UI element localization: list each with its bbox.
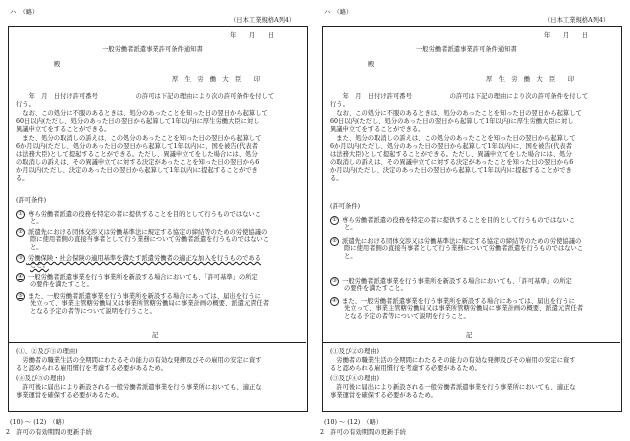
condition-number: ⑤	[16, 292, 25, 301]
condition-line: と。	[30, 244, 43, 251]
ki-label: 記	[466, 332, 473, 339]
body-line: 60日以内(ただし、処分のあった日の翌日から起算して1年以内)に厚生労働大臣に対し	[16, 118, 260, 125]
reason-line: ると認められる雇用慣行を考慮する必要があるため。	[16, 365, 167, 372]
body-line: 異議申立てをすることができる。	[16, 126, 111, 133]
document-right-page	[316, 0, 628, 441]
condition-line: 先立って、事業主管轄労働局又は事業所管轄労働局に事業計画の概要、派遣元責任者	[344, 305, 584, 312]
condition-line: の要件を満たすこと。	[30, 281, 93, 288]
reason-line: ると認められる雇用慣行を考慮する必要があるため。	[330, 365, 481, 372]
condition-line: 先立って、事業主管轄労働局又は事業所管轄労働局に事業計画の概要、派遣元責任者	[30, 300, 270, 307]
divider	[322, 342, 620, 343]
form-date: 年 月 日	[230, 32, 275, 39]
issuer: 厚 生 労 働 大 臣 印	[172, 76, 261, 83]
condition-item: ② 派遣先における団体交渉又は労働基準法に規定する協定の締結等のための労使協議の	[16, 228, 267, 237]
addressee: 殿	[54, 61, 61, 68]
reason-line: 許可後に届出により新設される一般労働者派遣事業を行う事業所においても、適正な	[330, 384, 576, 391]
condition-item: ① 専ら労働者派遣の役務を特定の者に提供することを目的として行うものではないこ	[16, 210, 261, 219]
footer-next-section: 2 許可の有効期間の更新手続	[6, 429, 92, 436]
reason-line: 労働者の職業生活の全期間にわたるその能力の有効な発揮及びその雇用の安定に資す	[16, 357, 262, 364]
condition-line: となる予定の者等について説明を行うこと。	[30, 308, 156, 315]
condition-item: ① 専ら労働者派遣の役務を特定の者に提供することを目的として行うものではないこ	[330, 216, 575, 225]
condition-number: ④	[16, 273, 25, 282]
body-line: 年 月 日付け許可番号 の許可は下記の理由により次の許可条件を付して	[330, 93, 589, 100]
condition-line: となる予定の者等について説明を行うこと。	[344, 313, 470, 320]
reason-line: 事業運営を確保する必要があるため。	[330, 392, 437, 399]
condition-number: ①	[16, 210, 25, 219]
body-line: 60日以内(ただし、処分のあった日の翌日から起算して1年以内)に厚生労働大臣に対し	[330, 118, 574, 125]
form-title: 一般労働者派遣事業許可条件通知書	[102, 46, 203, 53]
document-left-page	[2, 0, 314, 441]
form-title: 一般労働者派遣事業許可条件通知書	[416, 46, 517, 53]
body-line: また、処分の取消しの訴えは、この処分のあったことを知った日の翌日から起算して	[330, 135, 576, 142]
condition-number: ①	[330, 216, 339, 225]
body-line: は法務大臣)として提起することができる。ただし、異議申立てをした場合には、処分	[330, 151, 572, 158]
form-date: 年 月 日	[544, 32, 589, 39]
conditions-heading: (許可条件)	[16, 197, 47, 204]
body-line: また、処分の取消しの訴えは、この処分のあったことを知った日の翌日から起算して	[16, 135, 262, 142]
body-line: の取消しの訴えは、その異議申立てに対する決定があったことを知った日の翌日から6	[16, 159, 260, 166]
condition-number: ②	[330, 237, 339, 246]
reason-heading: (①及び②の理由)	[330, 348, 379, 355]
body-line: 行う。	[16, 101, 35, 108]
issuer: 厚 生 労 働 大 臣 印	[486, 76, 575, 83]
body-line: 行う。	[330, 101, 349, 108]
condition-line: 際に使用者側の直接当事者として行う業務について労働者派遣を行うものではないこ	[30, 236, 270, 243]
addressee: 殿	[368, 61, 375, 68]
condition-line: こと。	[30, 262, 49, 269]
reason-line: 労働者の職業生活の全期間にわたるその能力の有効な発揮及びその雇用の安定に資す	[330, 357, 576, 364]
reason-heading: (①、②及び③の理由)	[16, 348, 78, 355]
form-size-ref: （日本工業規格A列4）	[544, 17, 610, 24]
condition-item: ④ また、一般労働者派遣事業を行う事業所を新設する場合にあっては、届出を行うに	[330, 297, 575, 306]
reason-heading: (④及び⑤の理由)	[16, 375, 65, 382]
section-header: ハ （略）	[324, 9, 353, 16]
body-line: 年 月 日付け許可番号 の許可は下記の理由により次の許可条件を付して	[16, 93, 275, 100]
condition-line: と。	[30, 218, 43, 225]
condition-item: ⑤ また、一般労働者派遣事業を行う事業所を新設する場合にあっては、届出を行うに	[16, 292, 261, 301]
body-line: る。	[330, 175, 343, 182]
condition-line: の要件を満たすこと。	[344, 285, 407, 292]
reason-heading: (③及び④の理由)	[330, 375, 379, 382]
condition-line: 際に使用者側の直接当事者として行う業務について労働者派遣を行うものではないこ	[344, 245, 584, 252]
ki-label: 記	[152, 332, 159, 339]
body-line: る。	[16, 175, 29, 182]
footer-next-section: 2 許可の有効期間の更新手続	[320, 429, 406, 436]
reason-line: 事業運営を確保する必要があるため。	[16, 392, 123, 399]
body-line: なお、この処分に不服のあるときは、処分のあったことを知った日の翌日から起算して	[330, 110, 582, 117]
condition-line: と。	[344, 253, 357, 260]
condition-item-highlighted: ③ 労働保険・社会保険の適用基準を満たす派遣労働者の適正な加入を行うものである	[16, 254, 261, 263]
condition-line: と。	[344, 224, 357, 231]
condition-item: ② 派遣先における団体交渉又は労働基準法に規定する協定の締結等のための労使協議の	[330, 237, 581, 246]
form-size-ref: （日本工業規格A列4）	[230, 17, 296, 24]
body-line: 異議申立てをすることができる。	[330, 126, 425, 133]
body-line: 6か月以内(ただし、処分のあった日の翌日から起算して1年以内)に、国を被告(代表者	[330, 143, 573, 150]
body-line: か月以内(ただし、決定のあった日の翌日から起算して1年以内)に提起することができ	[16, 167, 258, 174]
footer-omitted: (10) ～ (12) （略）	[10, 419, 69, 426]
condition-number: ③	[330, 277, 339, 286]
body-line: は法務大臣)として提起することができる。ただし、異議申立てをした場合には、処分	[16, 151, 258, 158]
divider	[8, 342, 306, 343]
condition-number: ④	[330, 297, 339, 306]
condition-number: ②	[16, 228, 25, 237]
reason-line: 許可後に届出により新設される一般労働者派遣事業を行う事業所においても、適正な	[16, 384, 262, 391]
body-line: の取消しの訴えは、その異議申立てに対する決定があったことを知った日の翌日から6	[330, 159, 574, 166]
condition-item: ③ 一般労働者派遣事業を行う事業所を新設する場合においても、「許可基準」の所定	[330, 277, 572, 286]
footer-omitted: (10) ～ (12) （略）	[324, 419, 383, 426]
condition-number: ③	[16, 254, 25, 263]
condition-item: ④ 一般労働者派遣事業を行う事業所を新設する場合においても、「許可基準」の所定	[16, 273, 258, 282]
body-line: か月以内(ただし、決定のあった日の翌日から起算して1年以内)に提起することができ	[330, 167, 572, 174]
conditions-heading: (許可条件)	[330, 203, 361, 210]
body-line: なお、この処分に不服のあるときは、処分のあったことを知った日の翌日から起算して	[16, 110, 268, 117]
body-line: 6か月以内(ただし、処分のあった日の翌日から起算して1年以内)に、国を被告(代表者	[16, 143, 259, 150]
section-header: ハ （略）	[10, 9, 39, 16]
